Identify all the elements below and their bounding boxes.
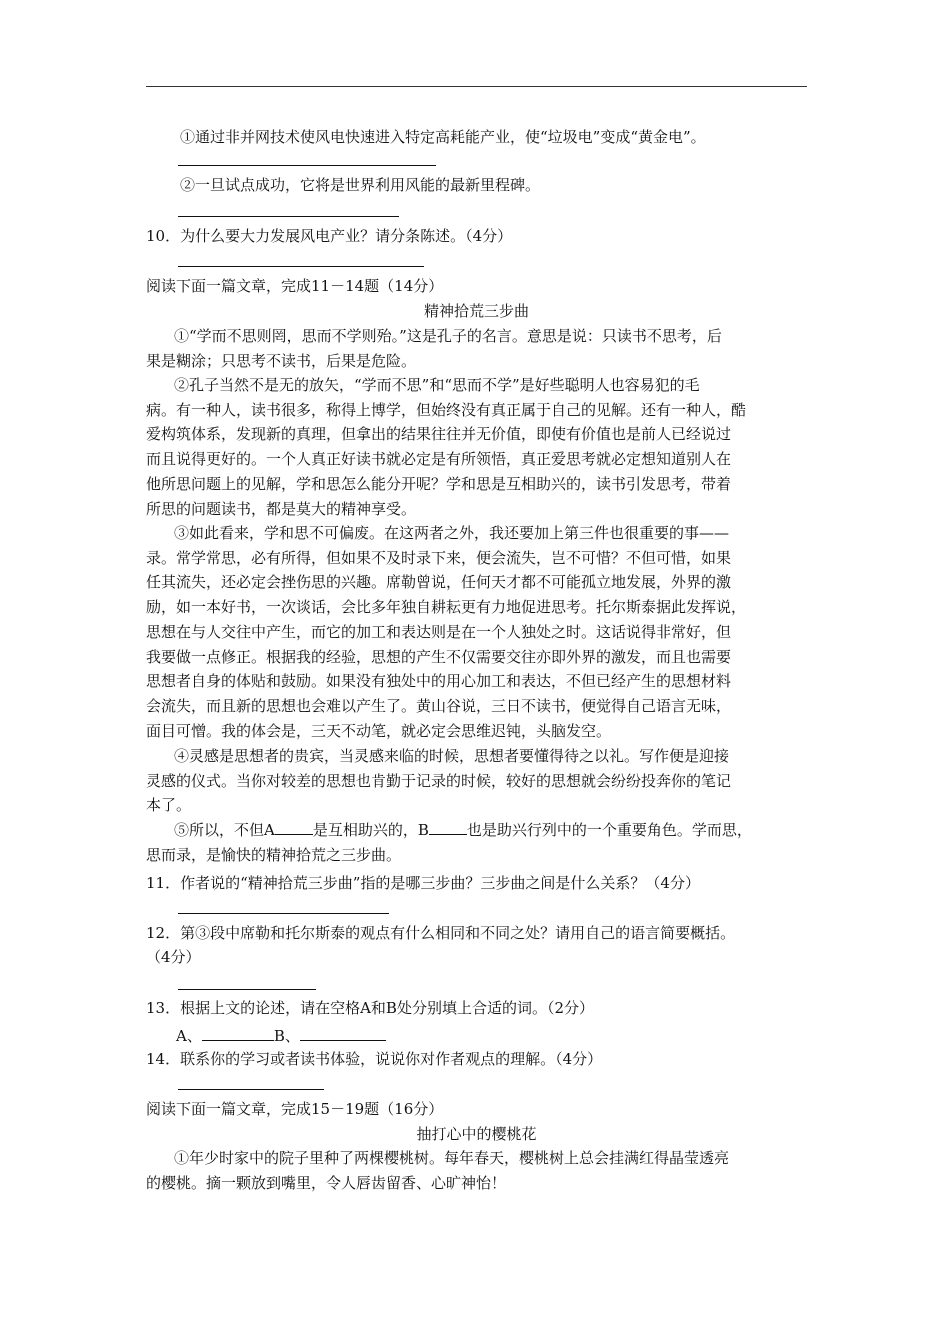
p5-part-c: 也是助兴行列中的一个重要角色。学而思， [466,821,752,839]
paragraph-line: 灵感的仪式。当你对较差的思想也肯勤于记录的时候，较好的思想就会纷纷投奔你的笔记 [146,771,732,790]
paragraph-line: 的樱桃。摘一颗放到嘴里，令人唇齿留香、心旷神怡！ [146,1173,507,1192]
essay-paragraph-3 [146,521,810,743]
question-12-line1: 12．第③段中席勒和托尔斯泰的观点有什么相同和不同之处？请用自己的语言简要概括。 [146,924,736,942]
paragraph-line: ①“学而不思则罔，思而不学则殆。”这是孔子的名言。意思是说：只读书不思考，后 [174,327,722,345]
paragraph-line: 励，如一本好书，一次谈话，会比多年独自耕耘更有力地促进思考。托尔斯泰据此发挥说， [146,598,747,617]
question-14: 14．联系你的学习或者读书体验，说说你对作者观点的理解。（4分） [146,1050,603,1068]
p5-part-b: 是互相助兴的，B [312,821,429,839]
paragraph-line: 而且说得更好的。一个人真正好读书就必定是有所领悟，真正爱思考就必定想知道别人在 [146,450,732,469]
paragraph-line: 我要做一点修正。根据我的经验，思想的产生不仅需要交往亦即外界的激发，而且也需要 [146,647,732,666]
q13-answer-b[interactable] [300,1024,386,1041]
paragraph-line: 爱构筑体系，发现新的真理，但拿出的结果往往并无价值，即使有价值也是前人已经说过 [146,425,732,444]
essay-paragraph-5 [146,818,810,867]
question-11: 11．作者说的“精神拾荒三步曲”指的是哪三步曲？三步曲之间是什么关系？（4分） [146,874,700,892]
q13-answer-a[interactable] [202,1024,274,1041]
question-12-line2: （4分） [146,948,201,966]
q13-a-label: A、 [176,1027,202,1045]
paragraph-line: ③如此看来，学和思不可偏废。在这两者之外，我还要加上第三件也很重要的事—— [174,524,730,542]
paragraph-line: 思想在与人交往中产生，而它的加工和表达则是在一个人独处之时。这话说得非常好，但 [146,622,732,641]
answer-line-q9-1[interactable] [178,165,436,166]
paragraph-line: ④灵感是思想者的贵宾，当灵感来临的时候，思想者要懂得待之以礼。写作便是迎接 [174,747,730,765]
question-13: 13．根据上文的论述，请在空格A和B处分别填上合适的词。（2分） [146,999,594,1017]
q13-b-label: B、 [273,1027,300,1045]
paragraph-line: 面目可憎。我的体会是，三天不动笔，就必定会思维迟钝，头脑发空。 [146,721,612,740]
paragraph-line: 他所思问题上的见解，学和思怎么能分开呢？学和思是互相助兴的，读书引发思考，带着 [146,474,732,493]
section2-title: 抽打心中的樱桃花 [416,1125,537,1143]
paragraph-line: 思想者自身的体贴和鼓励。如果没有独处中的用心加工和表达，不但已经产生的思想材料 [146,672,732,691]
section1-intro: 阅读下面一篇文章，完成11－14题（14分） [146,277,444,295]
answer-line-q10[interactable] [178,266,424,267]
paragraph-line: 会流失，而且新的思想也会难以产生了。黄山谷说，三日不读书，便觉得自己语言无味， [146,696,732,715]
essay-paragraph-1 [146,324,810,373]
story-paragraph-1 [146,1146,810,1195]
paragraph-line: 本了。 [146,796,192,815]
paragraph-line: 思而录，是愉快的精神拾荒之三步曲。 [146,845,402,864]
header-rule [146,86,807,87]
paragraph-line [146,818,810,843]
q9-item-1: ①通过非并网技术使风电快速进入特定高耗能产业，使“垃圾电”变成“黄金电”。 [180,128,706,146]
paragraph-line: 任其流失，还必定会挫伤思的兴趣。席勒曾说，任何天才都不可能孤立地发展，外界的激 [146,573,732,592]
answer-line-q11[interactable] [178,913,389,914]
fill-blank-b[interactable] [429,818,467,835]
paragraph-line: 病。有一种人，读书很多，称得上博学，但始终没有真正属于自己的见解。还有一种人，酷 [146,400,747,419]
section1-title: 精神拾荒三步曲 [423,302,529,320]
question-10: 10．为什么要大力发展风电产业？请分条陈述。（4分） [146,227,513,245]
answer-line-q9-2[interactable] [178,216,399,217]
p5-part-a: ⑤所以，不但A [174,821,275,839]
paragraph-line: 录。常学常思，必有所得，但如果不及时录下来，便会流失，岂不可惜？不但可惜，如果 [146,548,732,567]
essay-paragraph-4 [146,744,810,818]
essay-paragraph-2 [146,373,810,521]
answer-line-q12[interactable] [178,989,316,990]
paragraph-line: 果是糊涂；只思考不读书，后果是危险。 [146,351,417,370]
fill-blank-a[interactable] [275,818,313,835]
q9-item-2: ②一旦试点成功，它将是世界利用风能的最新里程碑。 [180,176,541,194]
paragraph-line: ①年少时家中的院子里种了两棵樱桃树。每年春天，樱桃树上总会挂满红得晶莹透亮 [174,1149,730,1167]
section2-intro: 阅读下面一篇文章，完成15－19题（16分） [146,1100,444,1118]
q13-answer-row [176,1024,386,1046]
paragraph-line: ②孔子当然不是无的放矢，“学而不思”和“思而不学”是好些聪明人也容易犯的毛 [174,376,700,394]
answer-line-q14[interactable] [178,1089,324,1090]
paragraph-line: 所思的问题读书，都是莫大的精神享受。 [146,499,417,518]
